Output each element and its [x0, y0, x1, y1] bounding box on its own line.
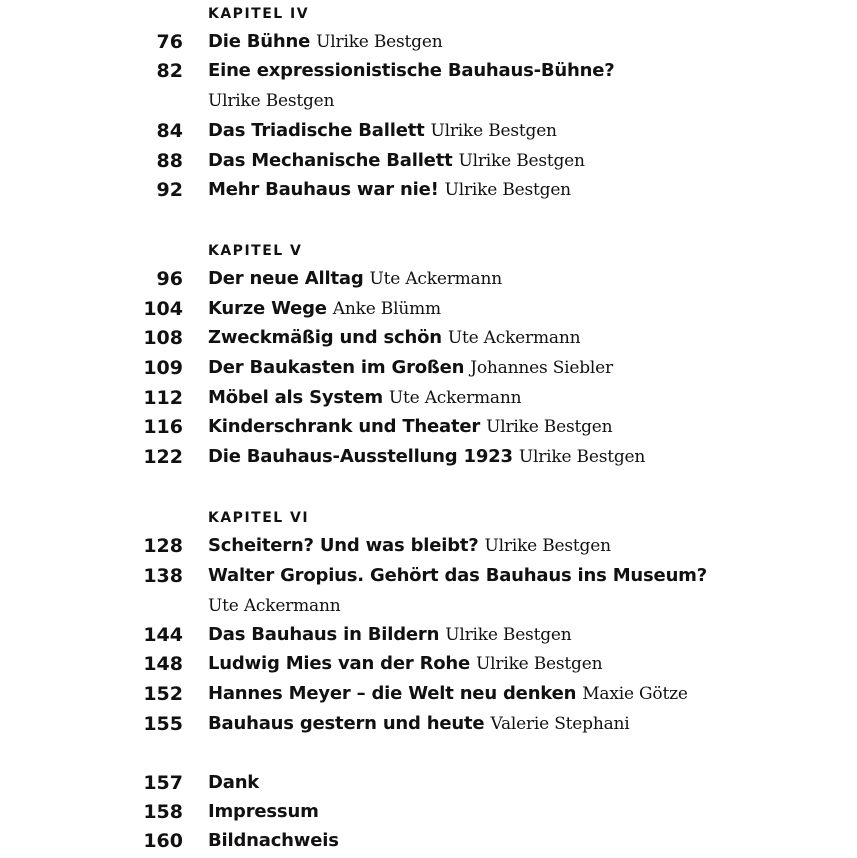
entry-author: Ute Ackermann	[208, 596, 341, 616]
toc-entry	[0, 414, 857, 444]
page-number: 157	[143, 772, 183, 794]
entry-author: Ulrike Bestgen	[444, 180, 571, 200]
page-number: 138	[143, 565, 183, 587]
entry-author: Ulrike Bestgen	[430, 121, 557, 141]
toc-entry	[0, 444, 857, 474]
page-number: 109	[143, 357, 183, 379]
entry-title: Kurze Wege	[208, 298, 327, 319]
entry-author: Ulrike Bestgen	[316, 32, 443, 52]
entry-author: Anke Blümm	[332, 299, 441, 319]
entry-title: Ludwig Mies van der Rohe	[208, 653, 471, 674]
page-number: 92	[156, 179, 183, 201]
entry-title: Das Mechanische Ballett	[208, 150, 453, 171]
entry-title: Bauhaus gestern und heute	[208, 713, 485, 734]
toc-entry	[0, 177, 857, 207]
toc-entry	[0, 296, 857, 326]
entry-author: Ulrike Bestgen	[484, 536, 611, 556]
entry-title: Der neue Alltag	[208, 268, 364, 289]
entry-author: Maxie Götze	[582, 684, 688, 704]
toc-entry	[0, 266, 857, 296]
entry-title: Kinderschrank und Theater	[208, 416, 481, 437]
toc-entry	[0, 770, 857, 800]
page-number: 84	[156, 120, 183, 142]
page-number: 144	[143, 624, 183, 646]
entry-title: Das Triadische Ballett	[208, 120, 425, 141]
toc-entry	[0, 118, 857, 148]
chapter-heading-4: KAPITEL IV	[208, 6, 310, 22]
toc-entry	[0, 563, 857, 623]
toc-entry	[0, 29, 857, 59]
toc-entry	[0, 799, 857, 829]
toc-entry	[0, 622, 857, 652]
page-number: 88	[156, 150, 183, 172]
entry-title: Das Bauhaus in Bildern	[208, 624, 440, 645]
entry-author: Ulrike Bestgen	[518, 447, 646, 467]
entry-title: Eine expressionistische Bauhaus-Bühne?	[208, 60, 615, 81]
chapter-heading-6: KAPITEL VI	[208, 510, 310, 526]
page-number: 152	[143, 683, 183, 705]
page-number: 104	[143, 298, 183, 320]
page-number: 112	[143, 387, 183, 409]
page-number: 122	[143, 446, 183, 468]
toc-entry	[0, 681, 857, 711]
entry-author: Ulrike Bestgen	[476, 654, 603, 674]
entry-title: Impressum	[208, 801, 319, 822]
entry-title: Möbel als System	[208, 387, 383, 408]
page-number: 76	[156, 31, 183, 53]
page-number: 82	[156, 60, 183, 82]
entry-title: Zweckmäßig und schön	[208, 327, 442, 348]
entry-title: Scheitern? Und was bleibt?	[208, 535, 479, 556]
page-number: 160	[143, 830, 183, 852]
entry-title: Walter Gropius. Gehört das Bauhaus ins Museum?	[208, 565, 707, 586]
entry-author: Johannes Siebler	[470, 358, 613, 378]
entry-author: Ulrike Bestgen	[458, 151, 585, 171]
entry-title: Die Bauhaus-Ausstellung 1923	[208, 446, 513, 467]
page-number: 155	[143, 713, 183, 735]
toc-entry	[0, 385, 857, 415]
entry-author: Ulrike Bestgen	[208, 91, 335, 111]
entry-title: Dank	[208, 772, 260, 793]
entry-title: Die Bühne	[208, 31, 311, 52]
page-number: 108	[143, 327, 183, 349]
entry-author: Ute Ackermann	[388, 388, 522, 408]
entry-title: Mehr Bauhaus war nie!	[208, 179, 439, 200]
entry-author: Ute Ackermann	[447, 328, 581, 348]
page-number: 116	[143, 416, 183, 438]
page-number: 128	[143, 535, 183, 557]
toc-entry	[0, 651, 857, 681]
entry-author: Ulrike Bestgen	[486, 417, 613, 437]
toc-entry	[0, 58, 857, 118]
page-number: 148	[143, 653, 183, 675]
toc-entry	[0, 325, 857, 355]
entry-author: Valerie Stephani	[490, 714, 630, 734]
entry-title: Bildnachweis	[208, 830, 339, 851]
entry-author: Ulrike Bestgen	[445, 625, 572, 645]
toc-entry	[0, 711, 857, 741]
toc-entry	[0, 828, 857, 858]
toc-entry	[0, 355, 857, 385]
page-number: 158	[143, 801, 183, 823]
entry-title: Hannes Meyer – die Welt neu denken	[208, 683, 577, 704]
entry-author: Ute Ackermann	[369, 269, 502, 289]
toc-entry	[0, 533, 857, 563]
page-number: 96	[156, 268, 183, 290]
chapter-heading-5: KAPITEL V	[208, 243, 303, 259]
toc-entry	[0, 148, 857, 178]
entry-title: Der Baukasten im Großen	[208, 357, 465, 378]
